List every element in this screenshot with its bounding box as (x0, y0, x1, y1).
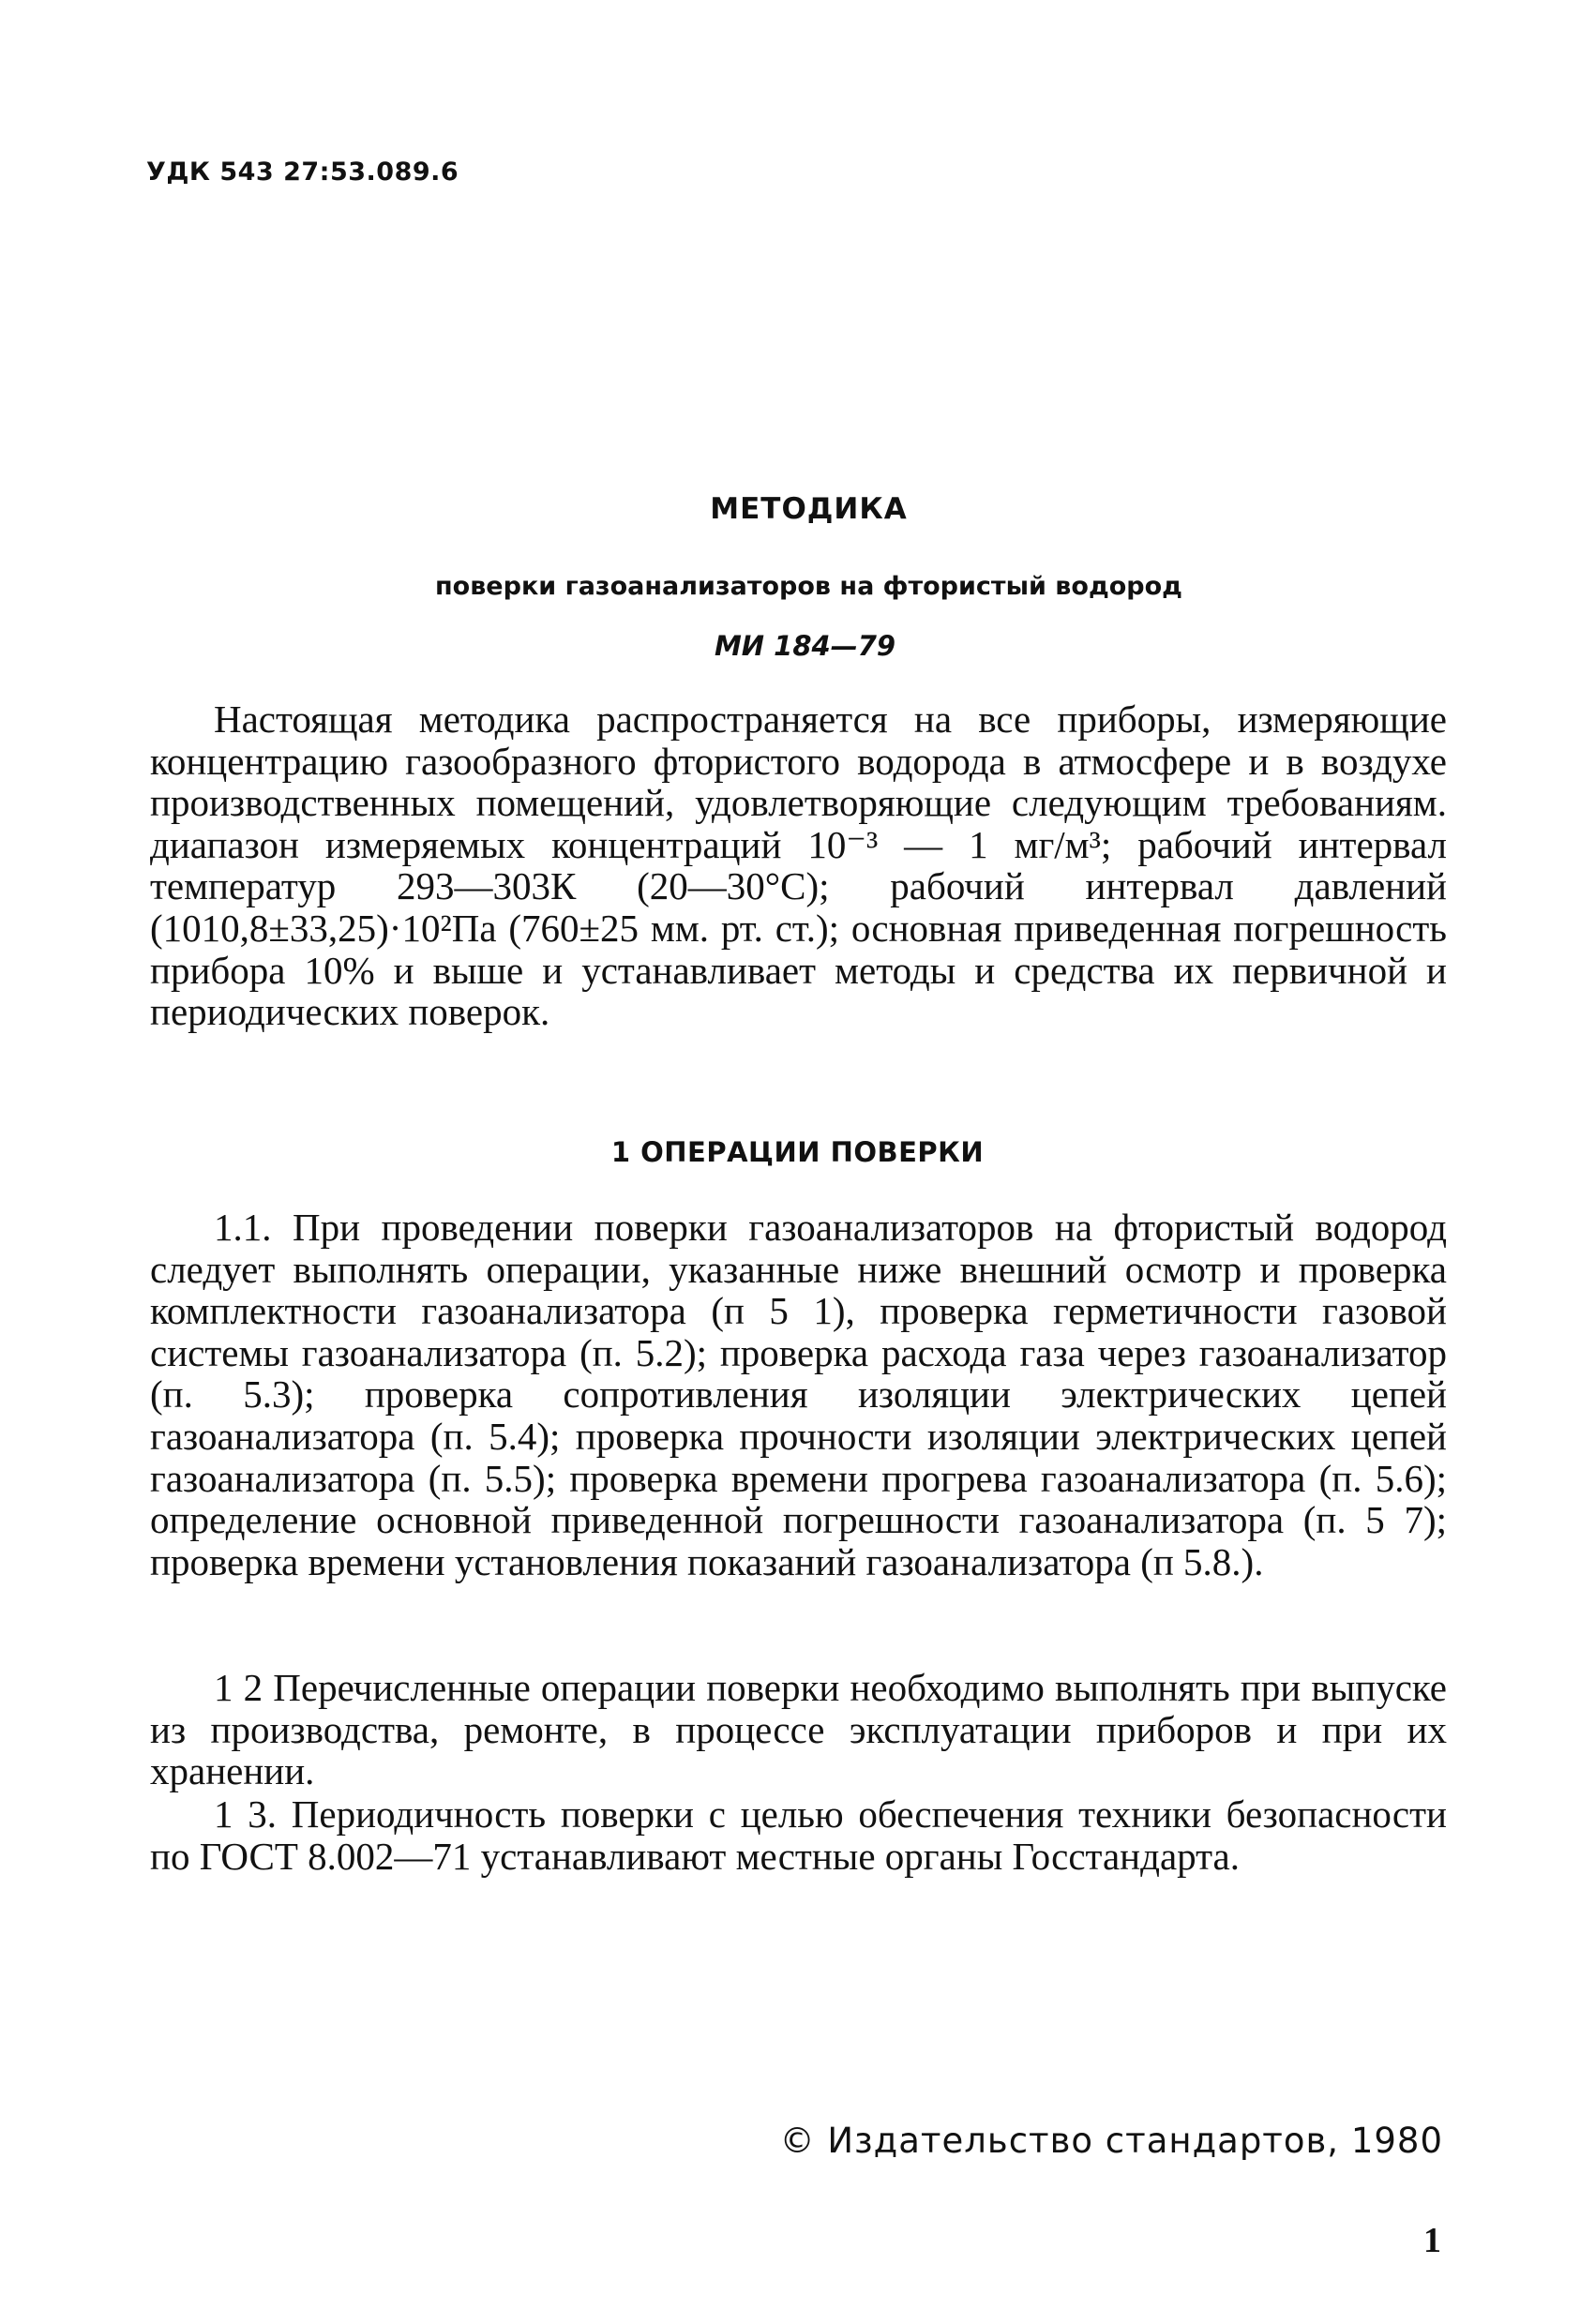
document-title: МЕТОДИКА (710, 492, 908, 526)
page-number: 1 (1423, 2221, 1441, 2260)
udk-code: УДК 543 27:53.089.6 (146, 157, 459, 187)
paragraph-1-2: 1 2 Перечисленные операции поверки необходимо выполнять при выпуске из производства, ремонте, в процессе эксплуатации приборов и при их хранении. (150, 1666, 1447, 1793)
document-subtitle: поверки газоанализаторов на фтористый водород (435, 572, 1182, 601)
document-code: МИ 184—79 (714, 630, 896, 662)
paragraph-1-1: 1.1. При проведении поверки газоанализаторов на фтористый водород следует выполнять операции, указанные ниже внешний осмотр и проверка комплектности газоанализатора (п 5 1), проверка герметичности газовой системы газоанализатора (п. 5.2); проверка расхода газа через газоанализатор (п. 5.3); проверка сопротивления изоляции электрических цепей газоанализатора (п. 5.4); проверка прочности изоляции электрических цепей газоанализатора (п. 5.5); проверка времени прогрева газоанализатора (п. 5.6); определение основной приведенной погрешности газоанализатора (п. 5 7); проверка времени установления показаний газоанализатора (п 5.8.). (150, 1206, 1447, 1583)
paragraph-1-3: 1 3. Периодичность поверки с целью обеспечения техники безопасности по ГОСТ 8.002—71 устанавливают местные органы Госстандарта. (150, 1792, 1447, 1878)
copyright-notice: © Издательство стандартов, 1980 (779, 2121, 1443, 2161)
section-1-title: 1 ОПЕРАЦИИ ПОВЕРКИ (610, 1136, 985, 1168)
intro-paragraph: Настоящая методика распространяется на все приборы, измеряющие концентрацию газообразного фтористого водорода в атмосфере и в воздухе производственных помещений, удовлетворяющие следующим требованиям. диапазон измеряемых концентраций 10⁻³ — 1 мг/м³; рабочий интервал температур 293—303К (20—30°С); рабочий интервал давлений (1010,8±33,25)·10²Па (760±25 мм. рт. ст.); основная приведенная погрешность прибора 10% и выше и устанавливает методы и средства их первичной и периодических поверок. (150, 697, 1447, 1034)
